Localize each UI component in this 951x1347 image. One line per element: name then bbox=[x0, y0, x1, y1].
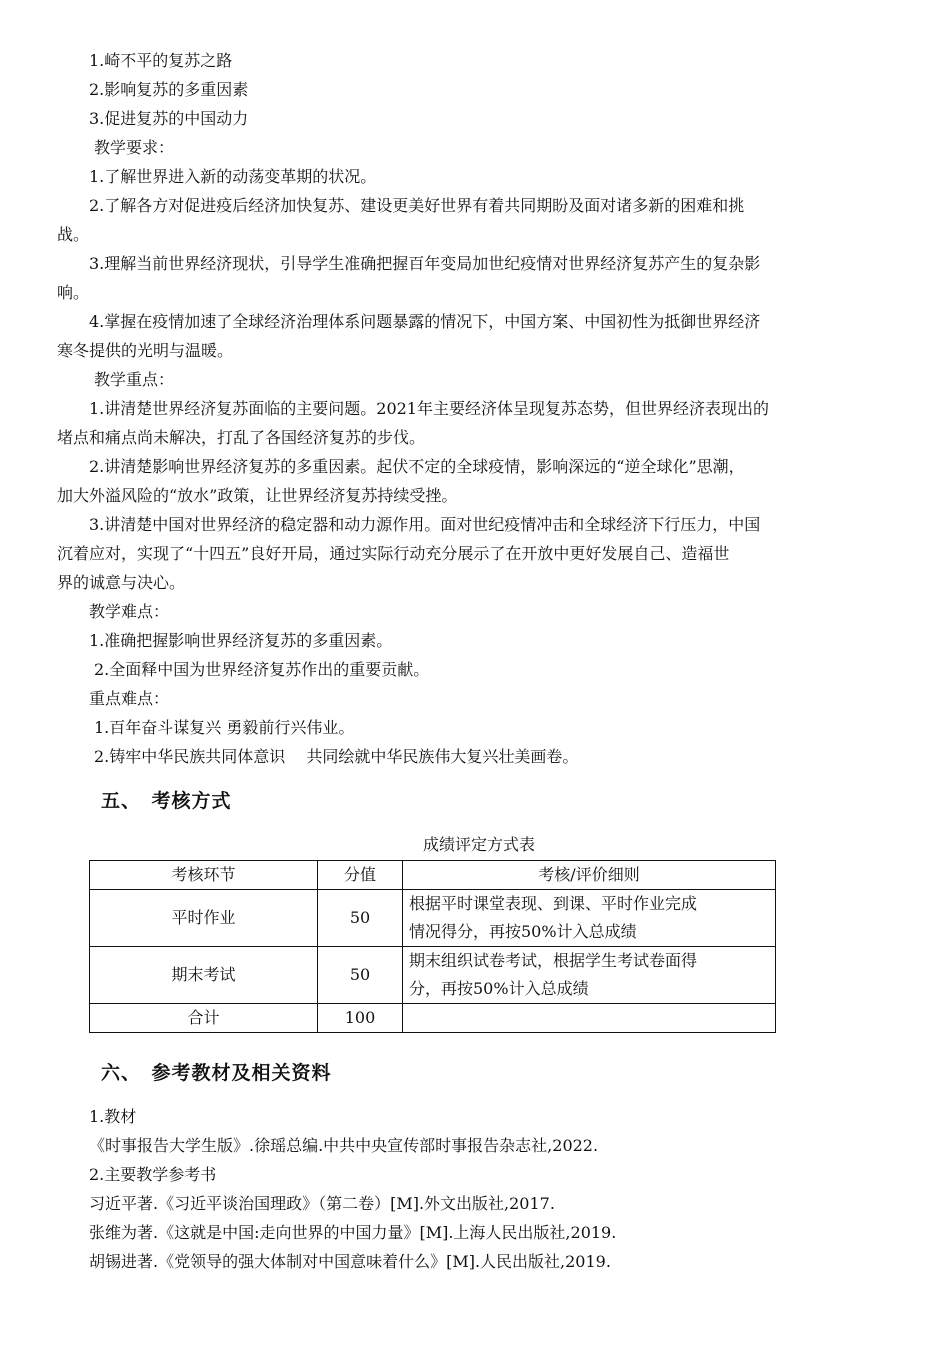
detail-line: 分，再按50%计入总成绩 bbox=[409, 979, 589, 998]
table-cell bbox=[403, 890, 776, 947]
focus-item: 加大外溢风险的“放水”政策，让世界经济复苏持续受挫。 bbox=[57, 486, 458, 505]
column-header: 考核环节 bbox=[90, 861, 318, 890]
table-cell bbox=[403, 1004, 776, 1033]
focus-title: 教学重点： bbox=[94, 370, 175, 389]
table-cell: 100 bbox=[318, 1004, 403, 1033]
focus-item: 沉着应对，实现了“十四五”良好开局，通过实际行动充分展示了在开放中更好发展自己、造福世 bbox=[57, 544, 730, 563]
reference-entry: 习近平著.《习近平谈治国理政》（第二卷）[M].外文出版社,2017. bbox=[89, 1194, 555, 1213]
requirement-item: 寒冬提供的光明与温暖。 bbox=[57, 341, 234, 360]
table-cell: 平时作业 bbox=[90, 890, 318, 947]
difficulty-title: 教学难点： bbox=[89, 602, 170, 621]
intro-item: 1.崎不平的复苏之路 bbox=[89, 51, 233, 70]
table-row bbox=[90, 1004, 776, 1033]
column-header: 分值 bbox=[318, 861, 403, 890]
requirement-item: 1.了解世界进入新的动荡变革期的状况。 bbox=[89, 167, 377, 186]
difficulty-item: 1.准确把握影响世界经济复苏的多重因素。 bbox=[89, 631, 393, 650]
requirement-item: 2.了解各方对促进疫后经济加快复苏、建设更美好世界有着共同期盼及面对诸多新的困难和挑 bbox=[89, 196, 745, 215]
table-row bbox=[90, 947, 776, 1004]
focus-item: 2.讲清楚影响世界经济复苏的多重因素。起伏不定的全球疫情，影响深远的“逆全球化”思潮， bbox=[89, 457, 745, 476]
detail-line: 期末组织试卷考试，根据学生考试卷面得 bbox=[409, 951, 698, 970]
requirement-item: 4.掌握在疫情加速了全球经济治理体系问题暴露的情况下，中国方案、中国初性为抵御世界经济 bbox=[89, 312, 761, 331]
key-difficulty-item: 1.百年奋斗谋复兴 勇毅前行兴伟业。 bbox=[94, 718, 355, 737]
intro-item: 2.影响复苏的多重因素 bbox=[89, 80, 249, 99]
focus-item: 堵点和痛点尚未解决，打乱了各国经济复苏的步伐。 bbox=[57, 428, 426, 447]
requirement-item: 响。 bbox=[57, 283, 90, 302]
grading-table bbox=[89, 860, 776, 1033]
textbook-entry: 《时事报告大学生版》.徐瑶总编.中共中央宣传部时事报告杂志社,2022. bbox=[89, 1136, 599, 1155]
focus-item: 1.讲清楚世界经济复苏面临的主要问题。2021年主要经济体呈现复苏态势，但世界经济表现出的 bbox=[89, 399, 769, 418]
requirement-item: 战。 bbox=[57, 225, 90, 244]
section-heading: 五、 考核方式 bbox=[101, 790, 232, 812]
section-heading: 六、 参考教材及相关资料 bbox=[101, 1062, 332, 1084]
requirement-item: 3.理解当前世界经济现状，引导学生准确把握百年变局加世纪疫情对世界经济复苏产生的复杂影 bbox=[89, 254, 761, 273]
table-row bbox=[90, 890, 776, 947]
table-cell: 期末考试 bbox=[90, 947, 318, 1004]
detail-line: 根据平时课堂表现、到课、平时作业完成 bbox=[409, 894, 698, 913]
table-cell: 50 bbox=[318, 890, 403, 947]
focus-item: 界的诚意与决心。 bbox=[57, 573, 186, 592]
table-header-row bbox=[90, 861, 776, 890]
focus-item: 3.讲清楚中国对世界经济的稳定器和动力源作用。面对世纪疫情冲击和全球经济下行压力，中国 bbox=[89, 515, 761, 534]
requirements-title: 教学要求： bbox=[94, 138, 175, 157]
detail-line: 情况得分，再按50%计入总成绩 bbox=[409, 922, 637, 941]
table-cell bbox=[403, 947, 776, 1004]
reference-entry: 张维为著.《这就是中国:走向世界的中国力量》[M].上海人民出版社,2019. bbox=[89, 1223, 617, 1242]
textbook-title: 1.教材 bbox=[89, 1107, 137, 1126]
difficulty-item: 2.全面释中国为世界经济复苏作出的重要贡献。 bbox=[94, 660, 430, 679]
reference-entry: 胡锡进著.《党领导的强大体制对中国意味着什么》[M].人民出版社,2019. bbox=[89, 1252, 611, 1271]
column-header: 考核/评价细则 bbox=[403, 861, 776, 890]
table-cell: 合计 bbox=[90, 1004, 318, 1033]
key-difficulty-title: 重点难点： bbox=[89, 689, 170, 708]
intro-item: 3.促进复苏的中国动力 bbox=[89, 109, 249, 128]
refs-title: 2.主要教学参考书 bbox=[89, 1165, 217, 1184]
table-caption: 成绩评定方式表 bbox=[423, 835, 536, 854]
key-difficulty-item: 2.铸牢中华民族共同体意识 共同绘就中华民族伟大复兴壮美画卷。 bbox=[94, 747, 579, 766]
table-cell: 50 bbox=[318, 947, 403, 1004]
